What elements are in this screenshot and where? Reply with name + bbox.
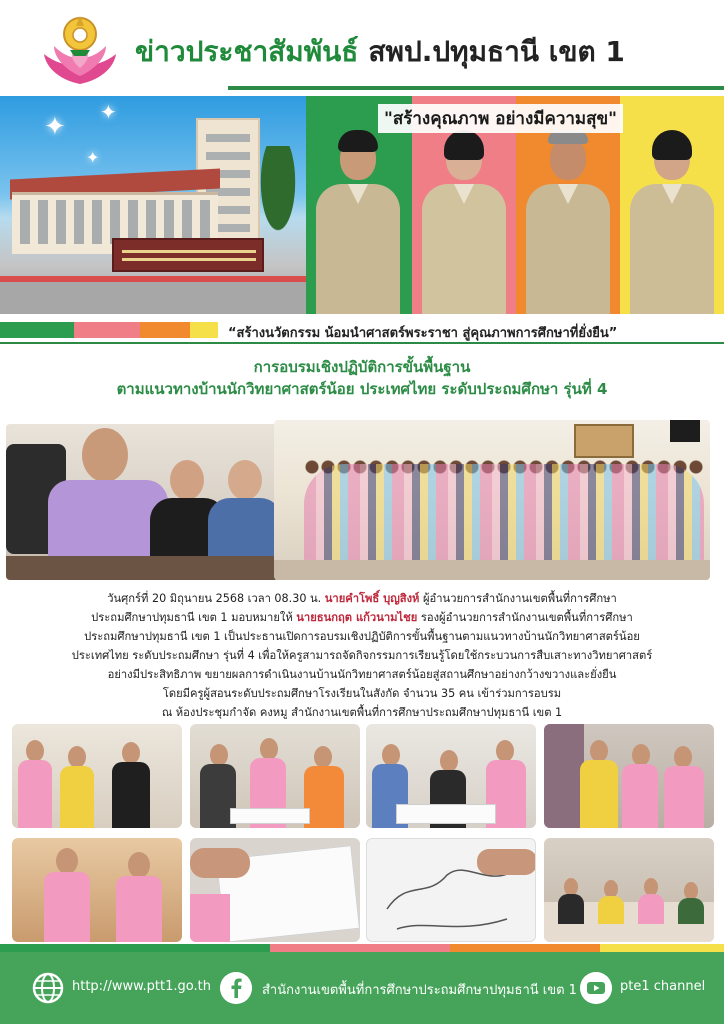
youtube-channel-link[interactable]: pte1 channel: [620, 979, 706, 994]
article-body: [8, 589, 716, 722]
headline-line2: ตามแนวทางบ้านนักวิทยาศาสตร์น้อย ประเทศไทย ระดับประถมศึกษา รุ่นที่ 4: [116, 380, 608, 398]
article-line: โดยมีครูผู้สอนระดับประถมศึกษาโรงเรียนในสังกัด จำนวน 35 คน เข้าร่วมการอบรม: [162, 687, 562, 700]
office-sign: [112, 238, 264, 272]
executive-portrait: [624, 126, 720, 314]
color-blocks: [0, 322, 218, 338]
header-divider: [228, 86, 724, 90]
activity-photo: [12, 724, 182, 828]
article-line: วันศุกร์ที่ 20 มิถุนายน 2568 เวลา 08.30 น. นายคำโพธิ์ บุญสิงห์ ผู้อำนวยการสำนักงานเขตพื้นที่การศึกษา: [107, 592, 617, 605]
executive-portrait: [520, 126, 616, 314]
activity-photo: [544, 838, 714, 942]
activity-photo: [366, 838, 536, 942]
title-org: สพป.ปทุมธานี เขต 1: [368, 35, 625, 68]
deputy-name: นายธนกฤต แก้วนามไชย: [296, 611, 418, 624]
obec-emblem-icon: [40, 10, 120, 88]
website-link[interactable]: http://www.ptt1.go.th: [72, 979, 211, 994]
footer: [0, 952, 724, 1024]
banner-slogan: "สร้างคุณภาพ อย่างมีความสุข": [378, 104, 623, 133]
sparkle-icon: ✦: [44, 112, 66, 142]
opening-speakers-photo: [6, 424, 278, 580]
title-news: ข่าวประชาสัมพันธ์: [135, 35, 359, 68]
activity-photo: [544, 724, 714, 828]
article-line: ประถมศึกษาปทุมธานี เขต 1 มอบหมายให้ นายธนกฤต แก้วนามไชย รองผู้อำนวยการสำนักงานเขตพื้นที่การศึกษา: [91, 611, 633, 624]
footer-color-strip: [0, 944, 724, 952]
activity-photo: [190, 838, 360, 942]
activity-photo: [12, 838, 182, 942]
motto: “สร้างนวัตกรรม น้อมนำศาสตร์พระราชา สู่คุณภาพการศึกษาที่ยั่งยืน”: [228, 326, 618, 341]
article-line: อย่างมีประสิทธิภาพ ขยายผลการดำเนินงานบ้านนักวิทยาศาสตร์น้อยสู่สถานศึกษาอย่างกว้างขวางและยั่งยืน: [107, 668, 617, 681]
office-building-photo: [0, 96, 306, 314]
article-line: ประเทศไทย ระดับประถมศึกษา รุ่นที่ 4 เพื่อให้ครูสามารถจัดกิจกรรมการเรียนรู้โดยใช้กระบวนการสืบเสาะทางวิทยาศาสตร์: [71, 649, 653, 662]
sparkle-icon: ✦: [86, 148, 100, 167]
executive-portrait: [416, 126, 512, 314]
article-line: ณ ห้องประชุมกำจัด คงหมู สำนักงานเขตพื้นที่การศึกษาประถมศึกษาปทุมธานี เขต 1: [161, 706, 563, 719]
globe-icon: [32, 972, 64, 1004]
motto-divider: [0, 342, 724, 344]
director-name: นายคำโพธิ์ บุญสิงห์: [324, 592, 420, 605]
activity-photo: [190, 724, 360, 828]
headline-line1: การอบรมเชิงปฏิบัติการขั้นพื้นฐาน: [253, 358, 471, 376]
article-line: ประถมศึกษาปทุมธานี เขต 1 เป็นประธานเปิดการอบรมเชิงปฏิบัติการขั้นพื้นฐานตามแนวทางบ้านนักวิทยาศาสตร์น้อย: [84, 630, 640, 643]
group-photo: [274, 420, 710, 580]
facebook-page-link[interactable]: สำนักงานเขตพื้นที่การศึกษาประถมศึกษาปทุมธานี เขต 1: [262, 983, 577, 998]
executive-portrait: [310, 126, 406, 314]
banner: [0, 96, 724, 314]
youtube-icon: [580, 972, 612, 1004]
road: [0, 276, 306, 314]
facebook-icon: [220, 972, 252, 1004]
sparkle-icon: ✦: [100, 100, 117, 124]
headline: [0, 356, 724, 400]
activity-photo: [366, 724, 536, 828]
page-title: [135, 30, 625, 74]
